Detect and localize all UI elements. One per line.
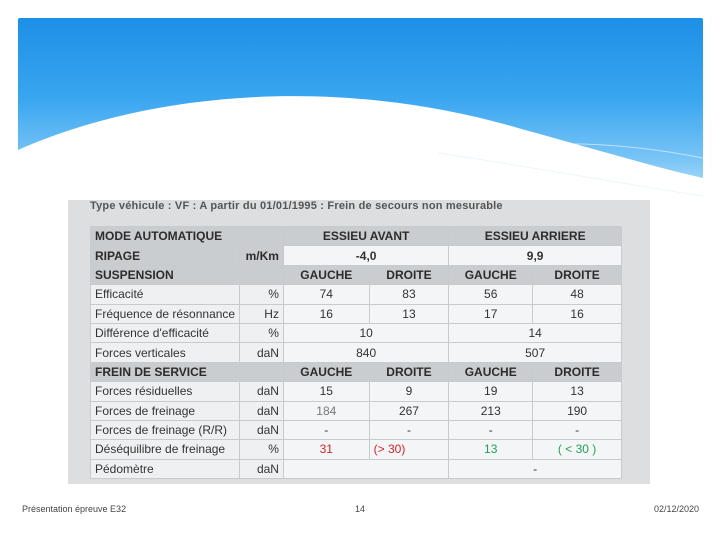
forces-freinage-ar-d: 190 <box>533 401 622 420</box>
forces-freinage-rr-av-d: - <box>369 420 449 439</box>
forces-freinage-rr-label: Forces de freinage (R/R) <box>91 420 240 439</box>
forces-residuelles-unit: daN <box>240 382 284 401</box>
footer-title: Présentation épreuve E32 <box>22 504 127 514</box>
ripage-unit: m/Km <box>240 246 284 265</box>
report-photo <box>68 200 650 484</box>
desequilibre-arriere-value: 13 <box>449 440 533 459</box>
title-banner <box>18 18 703 198</box>
pedometre-avant <box>283 459 448 478</box>
forces-residuelles-ar-g: 19 <box>449 382 533 401</box>
forces-verticales-avant: 840 <box>283 343 448 362</box>
frein-ar-gauche: GAUCHE <box>449 362 533 381</box>
forces-verticales-label: Forces verticales <box>91 343 240 362</box>
frein-av-gauche: GAUCHE <box>283 362 369 381</box>
desequilibre-avant-value: 31 <box>283 440 369 459</box>
ripage-label: RIPAGE <box>91 246 240 265</box>
forces-verticales-arriere: 507 <box>449 343 622 362</box>
forces-freinage-rr-ar-g: - <box>449 420 533 439</box>
forces-residuelles-av-d: 9 <box>369 382 449 401</box>
forces-verticales-unit: daN <box>240 343 284 362</box>
forces-freinage-ar-g: 213 <box>449 401 533 420</box>
mode-header: MODE AUTOMATIQUE <box>91 227 284 246</box>
footer-page-number: 14 <box>355 504 366 514</box>
ripage-avant: -4,0 <box>283 246 448 265</box>
desequilibre-label: Déséquilibre de freinage <box>91 440 240 459</box>
table-row <box>91 420 622 439</box>
vehicle-type-line: Type véhicule : VF : A partir du 01/01/1995 : Frein de secours non mesurable <box>90 200 503 212</box>
essieu-avant-header: ESSIEU AVANT <box>283 227 448 246</box>
desequilibre-avant-limit: (> 30) <box>369 440 449 459</box>
footer-date: 02/12/2020 <box>654 504 700 514</box>
table-row <box>91 323 622 342</box>
suspension-av-droite: DROITE <box>369 265 449 284</box>
table-row <box>91 227 622 246</box>
essieu-arriere-header: ESSIEU ARRIERE <box>449 227 622 246</box>
pedometre-arriere: - <box>449 459 622 478</box>
difference-avant: 10 <box>283 323 448 342</box>
suspension-av-gauche: GAUCHE <box>283 265 369 284</box>
efficacite-unit: % <box>240 285 284 304</box>
table-row <box>91 304 622 323</box>
ripage-arriere: 9,9 <box>449 246 622 265</box>
frein-av-droite: DROITE <box>369 362 449 381</box>
table-row <box>91 459 622 478</box>
table-row <box>91 246 622 265</box>
difference-arriere: 14 <box>449 323 622 342</box>
difference-unit: % <box>240 323 284 342</box>
frein-header: FREIN DE SERVICE <box>91 362 284 381</box>
forces-residuelles-label: Forces résiduelles <box>91 382 240 401</box>
suspension-ar-gauche: GAUCHE <box>449 265 533 284</box>
wave-decoration <box>18 18 703 198</box>
frequence-label: Fréquence de résonnance <box>91 304 240 323</box>
frequence-unit: Hz <box>240 304 284 323</box>
table-row <box>91 343 622 362</box>
forces-residuelles-ar-d: 13 <box>533 382 622 401</box>
table-row <box>91 285 622 304</box>
frequence-av-d: 13 <box>369 304 449 323</box>
forces-freinage-label: Forces de freinage <box>91 401 240 420</box>
forces-residuelles-av-g: 15 <box>283 382 369 401</box>
frequence-ar-d: 16 <box>533 304 622 323</box>
suspension-header: SUSPENSION <box>91 265 284 284</box>
efficacite-ar-g: 56 <box>449 285 533 304</box>
desequilibre-arriere-limit: ( < 30 ) <box>533 440 622 459</box>
forces-freinage-rr-unit: daN <box>240 420 284 439</box>
efficacite-label: Efficacité <box>91 285 240 304</box>
forces-freinage-unit: daN <box>240 401 284 420</box>
pedometre-unit: daN <box>240 459 284 478</box>
forces-freinage-av-d: 267 <box>369 401 449 420</box>
table-row <box>91 362 622 381</box>
forces-freinage-av-g: 184 <box>283 401 369 420</box>
table-row <box>91 382 622 401</box>
difference-label: Différence d'efficacité <box>91 323 240 342</box>
frequence-av-g: 16 <box>283 304 369 323</box>
forces-freinage-rr-av-g: - <box>283 420 369 439</box>
pedometre-label: Pédomètre <box>91 459 240 478</box>
frein-ar-droite: DROITE <box>533 362 622 381</box>
efficacite-ar-d: 48 <box>533 285 622 304</box>
desequilibre-unit: % <box>240 440 284 459</box>
efficacite-av-d: 83 <box>369 285 449 304</box>
diagnostic-table <box>90 226 622 479</box>
suspension-ar-droite: DROITE <box>533 265 622 284</box>
wave-white <box>18 96 703 198</box>
table-row <box>91 265 622 284</box>
table-row <box>91 401 622 420</box>
frequence-ar-g: 17 <box>449 304 533 323</box>
table-row <box>91 440 622 459</box>
efficacite-av-g: 74 <box>283 285 369 304</box>
forces-freinage-rr-ar-d: - <box>533 420 622 439</box>
